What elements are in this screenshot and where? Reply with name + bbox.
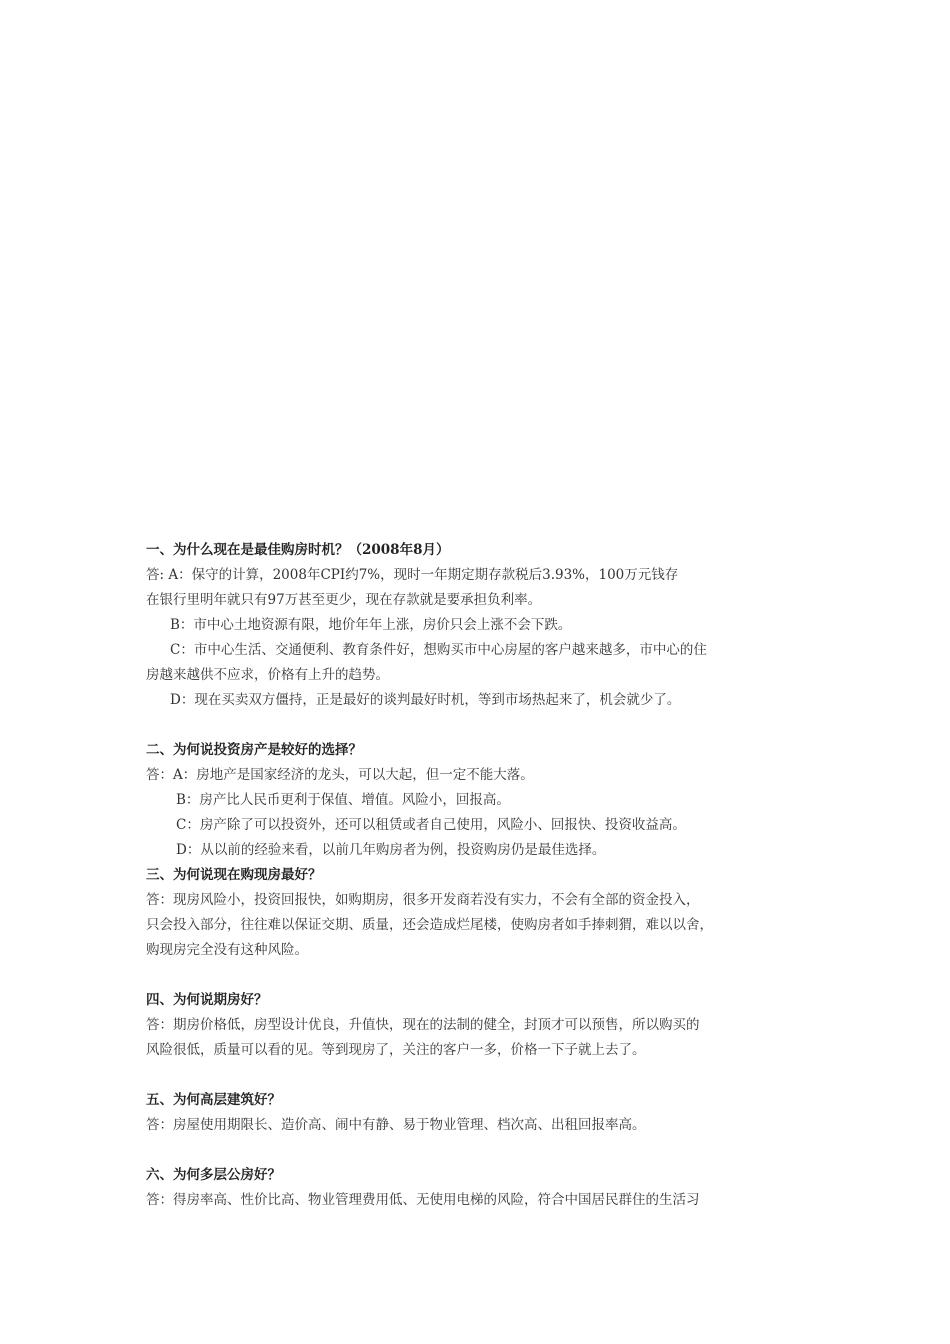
answer-line: C：房产除了可以投资外，还可以租赁或者自己使用，风险小、回报快、投资收益高。	[176, 817, 686, 833]
section-heading: 三、为何说现在购现房最好？	[146, 867, 322, 883]
answer-line: 风险很低，质量可以看的见。等到现房了，关注的客户一多，价格一下子就上去了。	[146, 1042, 646, 1058]
answer-line: 答：期房价格低，房型设计优良，升值快，现在的法制的健全，封顶才可以预售，所以购买的	[146, 1017, 700, 1033]
paragraph-spacer	[146, 1063, 816, 1088]
section-heading: 六、为何多层公房好？	[146, 1167, 281, 1183]
document-body	[146, 538, 816, 1213]
answer-line: 答：得房率高、性价比高、物业管理费用低、无使用电梯的风险，符合中国居民群住的生活习	[146, 1192, 700, 1208]
answer-line: 答: A：保守的计算，2008年CPI约7%，现时一年期定期存款税后3.93%，100万元钱存	[146, 567, 679, 583]
answer-line: 房越来越供不应求，价格有上升的趋势。	[146, 667, 389, 683]
answer-line: B：房产比人民币更利于保值、增值。风险小，回报高。	[176, 792, 510, 808]
answer-line: 购现房完全没有这种风险。	[146, 942, 308, 958]
paragraph-spacer	[146, 1138, 816, 1163]
section-heading: 四、为何说期房好？	[146, 992, 268, 1008]
answer-line: 答：房屋使用期限长、造价高、闹中有静、易于物业管理、档次高、出租回报率高。	[146, 1117, 646, 1133]
section-heading: 一、为什么现在是最佳购房时机？（2008年8月）	[146, 542, 450, 558]
answer-line: 答：A：房地产是国家经济的龙头，可以大起，但一定不能大落。	[146, 767, 534, 783]
answer-line: C：市中心生活、交通便利、教育条件好，想购买市中心房屋的客户越来越多，市中心的住	[170, 642, 707, 658]
section-heading: 二、为何说投资房产是较好的选择？	[146, 742, 362, 758]
answer-line: D：从以前的经验来看，以前几年购房者为例，投资购房仍是最佳选择。	[176, 842, 606, 858]
paragraph-spacer	[146, 963, 816, 988]
section-heading: 五、为何高层建筑好？	[146, 1092, 281, 1108]
answer-line: D：现在买卖双方僵持，正是最好的谈判最好时机，等到市场热起来了，机会就少了。	[170, 692, 681, 708]
answer-line: 只会投入部分，往往难以保证交期、质量，还会造成烂尾楼，使购房者如手捧刺猬，难以以舍，	[146, 917, 713, 933]
answer-line: 答：现房风险小，投资回报快，如购期房，很多开发商若没有实力，不会有全部的资金投入，	[146, 892, 700, 908]
answer-line: B：市中心土地资源有限，地价年年上涨，房价只会上涨不会下跌。	[170, 617, 572, 633]
paragraph-spacer	[146, 713, 816, 738]
answer-line: 在银行里明年就只有97万甚至更少，现在存款就是要承担负利率。	[146, 592, 542, 608]
